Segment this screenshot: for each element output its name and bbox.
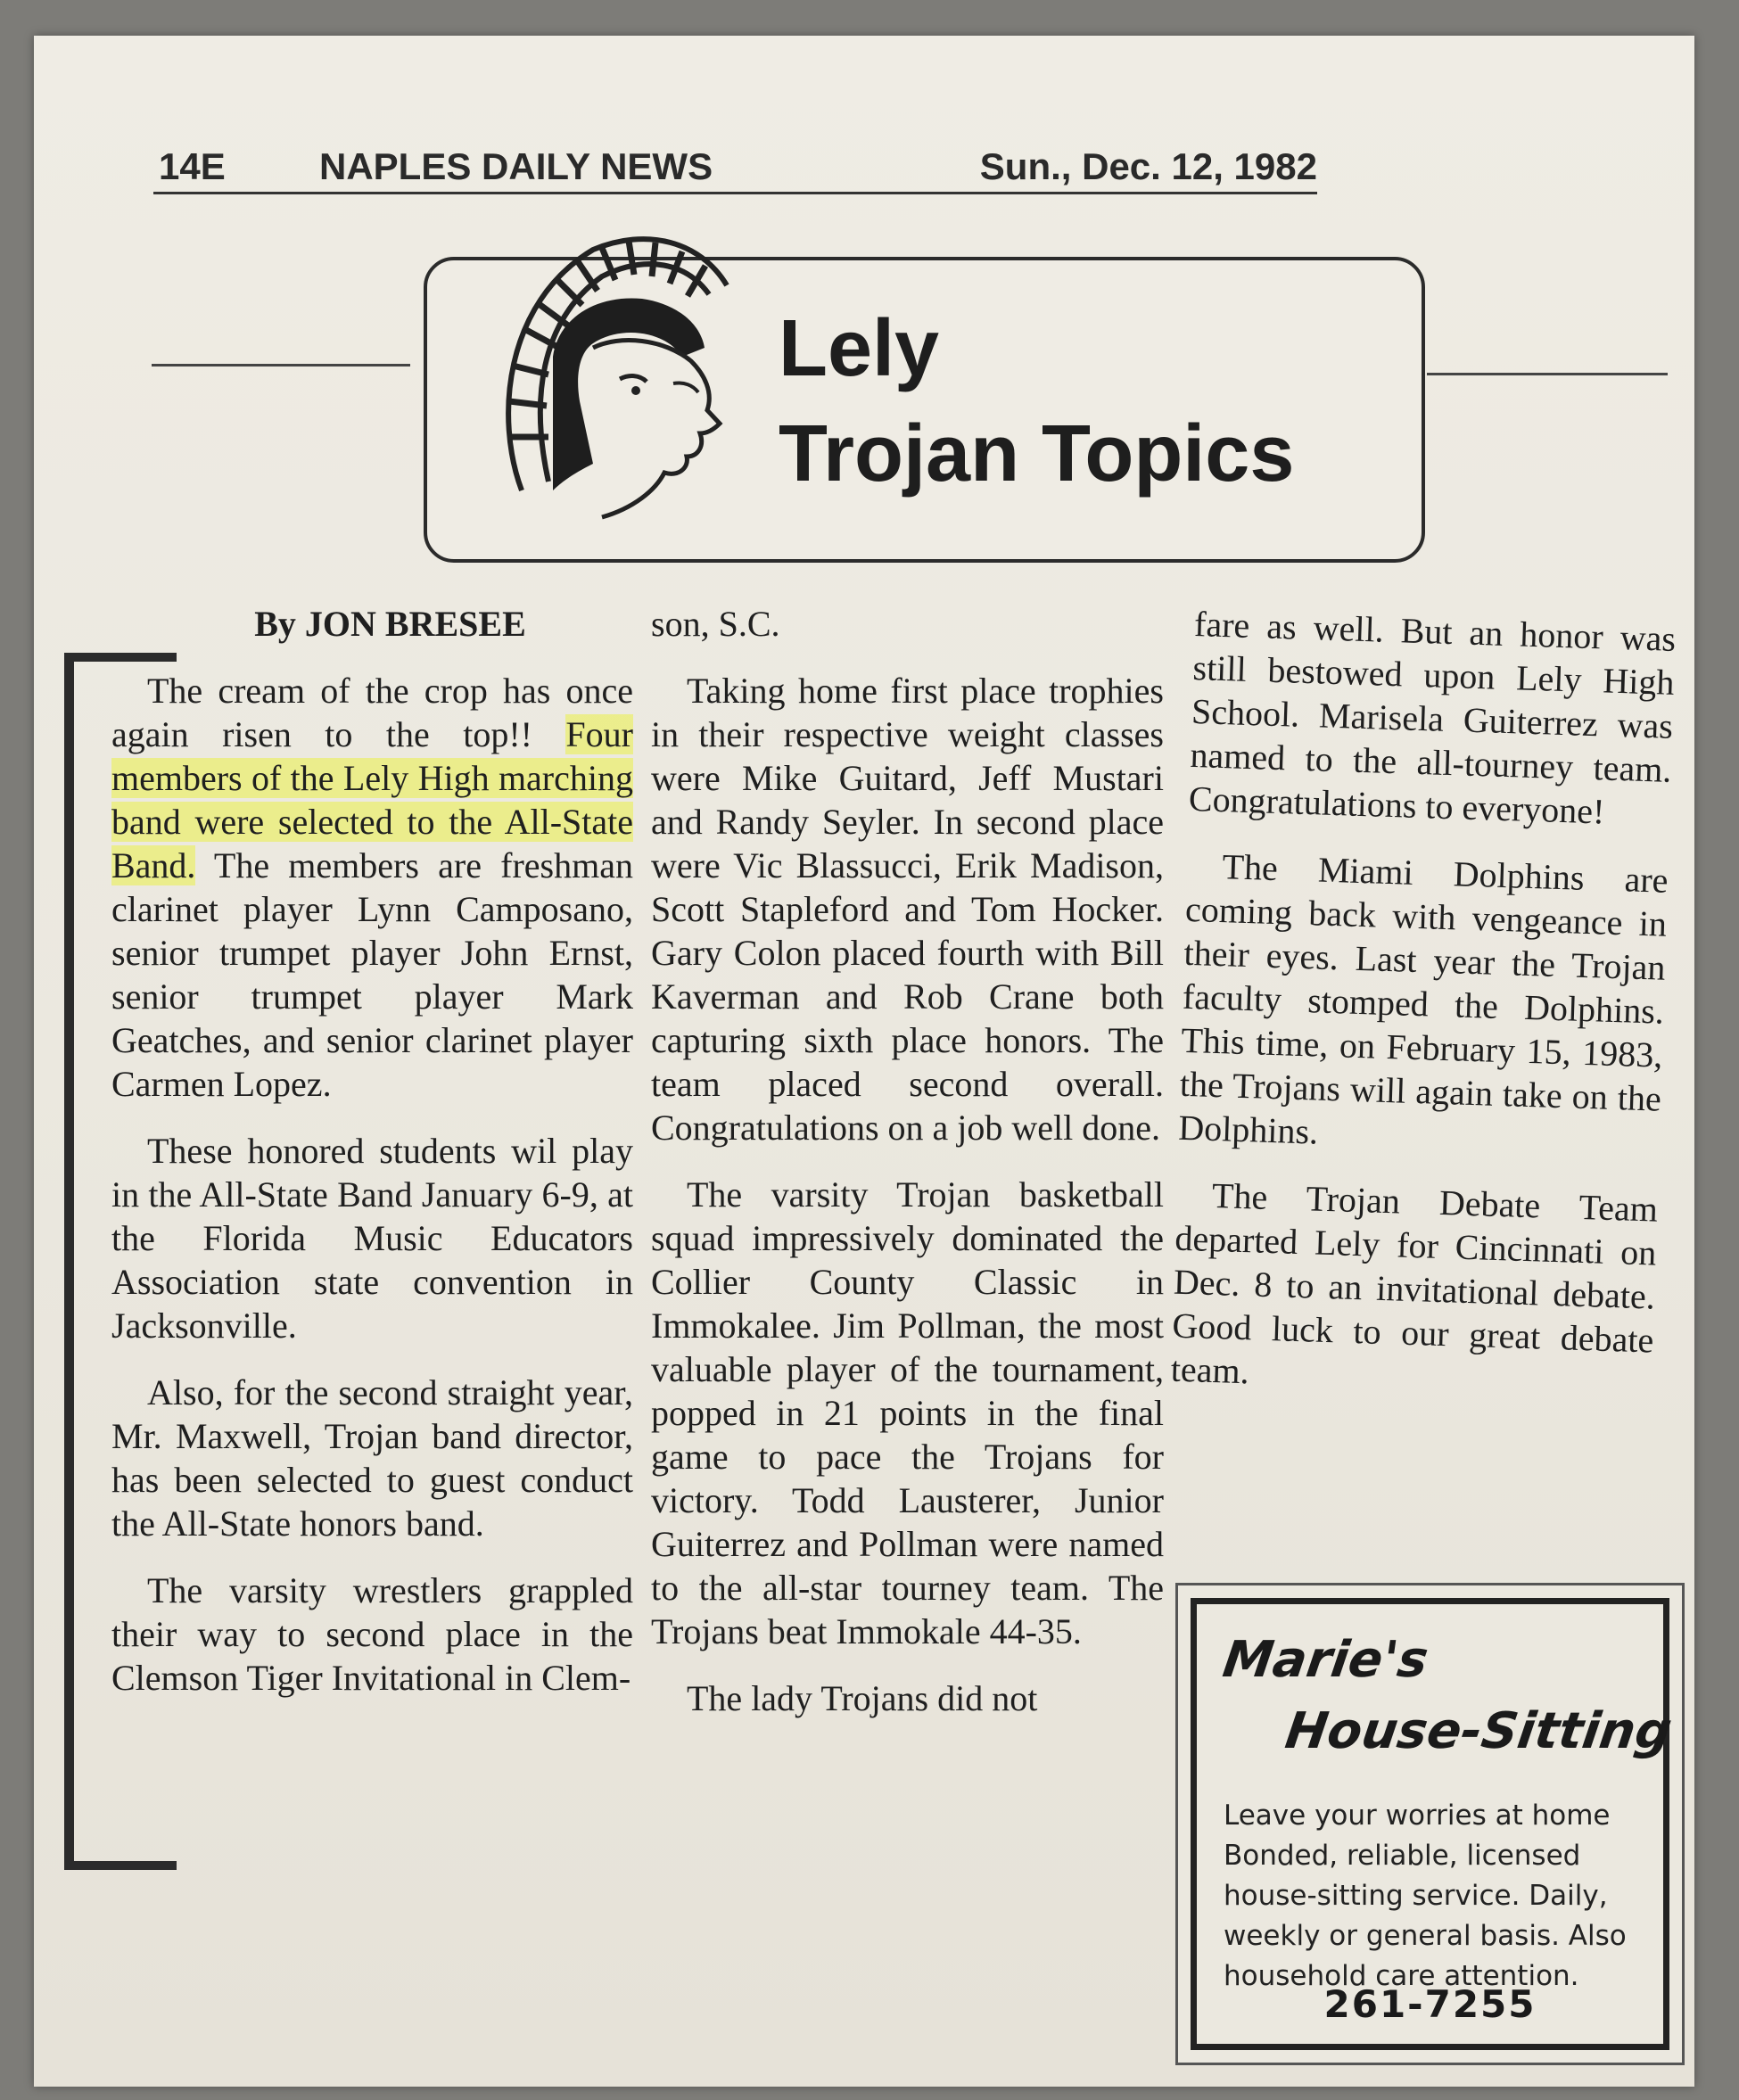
paragraph-basketball: The varsity Trojan basketball squad impressively dominated the Collier County Classic in Immokalee. Jim Pollman, the most valuable player of the tournament, popped in 21 points in the final game to pace the Trojans for victory. Todd Lausterer, Junior Guiterrez and Pollman were named to the all-star tourney team. The Trojans beat Immokale 44-35. (651, 1174, 1164, 1651)
ad-business-name-line1: Marie's (1219, 1631, 1432, 1689)
publication-date: Sun., Dec. 12, 1982 (979, 145, 1317, 187)
classified-ad (1175, 1583, 1685, 2065)
ad-border (1191, 1598, 1676, 2050)
article-column-1 (111, 602, 633, 1723)
header-rule-left (152, 364, 410, 366)
header-rule-right (1427, 373, 1668, 375)
paragraph-debate: The Trojan Debate Team departed Lely for Cincinnati on Dec. 8 to an invitational debate. Good luck to our great debate team. (1170, 1174, 1659, 1392)
paragraph-band-members: The members are freshman clarinet player Lynn Camposano, senior trumpet player John Ernst, senior trumpet player Mark Geatches, and senior clarinet player Carmen Lopez. (111, 845, 633, 1104)
paragraph-lady-trojans: The lady Trojans did not (687, 1678, 1038, 1718)
byline: By JON BRESEE (254, 604, 526, 644)
trojan-helmet-icon (486, 223, 771, 526)
paragraph-wrestling-results: Taking home first place trophies in their respective weight classes were Mike Guitard, Jeff Mustari and Randy Seyler. In second place were Vic Blassucci, Erik Madison, Scott Stapleford and Tom Hocker. Gary Colon placed fourth with Bill Kaverman and Rob Crane both capturing sixth place honors. The team placed second overall. Congratulations on a job well done. (651, 671, 1164, 1148)
paragraph-band-intro: The cream of the crop has once again risen to the top!! (111, 671, 633, 754)
paragraph-band (111, 669, 633, 1106)
ad-phone-number: 261-7255 (1323, 1982, 1537, 2026)
paragraph-dolphins: The Miami Dolphins are coming back with vengeance in their eyes. Last year the Trojan faculty stomped the Dolphins. This time, on February 15, 1983, the Trojans will again take on the Dolphins. (1177, 846, 1669, 1152)
paragraph-lady-trojans-cont: fare as well. But an honor was still bestowed upon Lely High School. Marisela Guiterrez was named to the all-tourney team. Congratulations to everyone! (1188, 603, 1677, 832)
paragraph-all-state: These honored students wil play in the All-State Band January 6-9, at the Florida Music Educators Association state convention in Jacksonville. (111, 1131, 633, 1346)
ad-body: Leave your worries at home Bonded, reliable, licensed house-sitting service. Daily, weekly or general basis. Also household care attention. (1224, 1799, 1627, 1992)
paragraph-wrestlers-cont: son, S.C. (651, 604, 780, 644)
masthead (153, 147, 1317, 194)
column-title-line2: Trojan Topics (779, 409, 1295, 498)
paragraph-band-director: Also, for the second straight year, Mr. Maxwell, Trojan band director, has been selected to guest conduct the All-State honors band. (111, 1372, 633, 1544)
column-title-line1: Lely (779, 304, 940, 393)
article-column-2 (651, 602, 1164, 1743)
highlighted-text: Four members of the Lely High marching band were selected to the All-State Band. (111, 714, 633, 885)
article-column-3 (1169, 602, 1676, 1429)
newspaper-name: NAPLES DAILY NEWS (319, 145, 713, 187)
paragraph-wrestlers: The varsity wrestlers grappled their way to second place in the Clemson Tiger Invitational in Clem- (111, 1570, 633, 1698)
page-number: 14E (159, 145, 226, 187)
ad-business-name-line2: House-Sitting (1282, 1702, 1676, 1760)
